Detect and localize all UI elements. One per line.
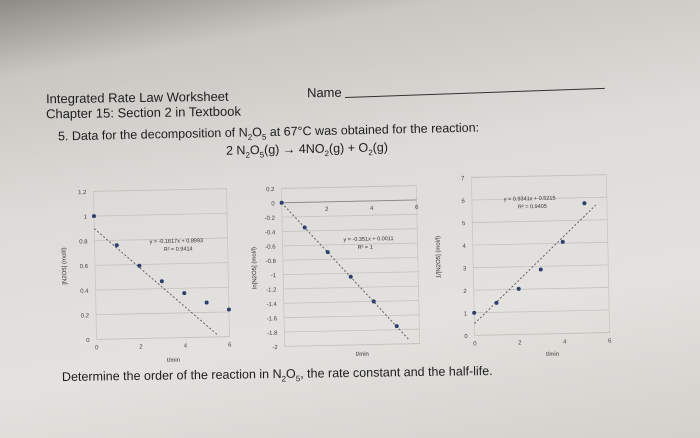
- gridline: [473, 242, 608, 245]
- y-tick-label: -1: [270, 273, 277, 280]
- y-tick-label: -2: [272, 345, 278, 352]
- y-tick-label: 1: [83, 214, 88, 221]
- sub-2: 2: [324, 149, 330, 159]
- y-tick-label: 0: [464, 334, 468, 341]
- y-tick-label: -1.6: [266, 316, 278, 323]
- y-tick-label: -1.4: [266, 301, 277, 309]
- x-tick-label: 6: [415, 204, 419, 211]
- worksheet-subtitle: Chapter 15: Section 2 in Textbook: [45, 103, 241, 122]
- question-a: Determine the order of the reaction in N: [61, 366, 282, 385]
- problem-text-c: at 67°C was obtained for the reaction:: [266, 120, 480, 140]
- y-tick-label: 4: [462, 243, 466, 250]
- y-tick-label: 1: [463, 311, 468, 318]
- sub-2: 2: [281, 374, 287, 384]
- y-tick-label: -0.6: [265, 244, 276, 251]
- y-tick-label: 0.4: [80, 288, 89, 295]
- question-c: , the rate constant and the half-life.: [300, 363, 493, 381]
- r-squared: R² = 0.9414: [163, 246, 193, 253]
- x-tick-label: 2: [518, 340, 522, 347]
- worksheet-title: Integrated Rate Law Worksheet: [45, 88, 229, 107]
- y-tick-label: -1.8: [266, 330, 278, 337]
- x-tick-label: 2: [325, 206, 329, 213]
- r-squared: R² = 1: [357, 244, 373, 251]
- x-tick-label: 6: [227, 342, 232, 349]
- x-tick-label: 4: [183, 343, 188, 350]
- x-tick-label: 0: [473, 341, 477, 348]
- x-tick-label: 2: [139, 344, 143, 351]
- trendline-equation: y = -0.351x + 0.0011: [343, 236, 394, 244]
- y-tick-label: -0.2: [264, 215, 276, 223]
- question-b: O: [285, 366, 296, 381]
- data-point: [517, 287, 521, 291]
- y-tick-label: 7: [460, 176, 465, 183]
- y-tick-label: 0.6: [79, 264, 89, 271]
- y-tick-label: 0: [271, 201, 275, 208]
- trendline-equation: y = 0.9341x + 0.5215: [503, 195, 556, 203]
- problem-number: 5.: [57, 129, 69, 144]
- trendline: [472, 205, 598, 324]
- y-tick-label: 5: [461, 221, 466, 228]
- sub-5: 5: [261, 132, 267, 142]
- y-tick-label: 0.2: [80, 313, 90, 320]
- gridline: [475, 333, 610, 336]
- trendline-equation: y = -0.1617x + 0.8993: [149, 238, 204, 246]
- y-tick-label: -0.4: [264, 230, 276, 237]
- x-tick-label: 6: [608, 338, 612, 345]
- gridline: [472, 220, 607, 223]
- reaction-d: (g) + O: [328, 140, 369, 156]
- reaction-b: O: [249, 142, 260, 158]
- y-tick-label: 6: [461, 198, 465, 205]
- sub-5: 5: [259, 150, 265, 160]
- sub-2: 2: [245, 150, 251, 160]
- chart-group: [434, 173, 612, 360]
- y-tick-label: 0: [86, 338, 90, 345]
- x-tick-label: 4: [370, 205, 374, 212]
- data-point: [472, 311, 476, 315]
- sub-2: 2: [368, 148, 373, 158]
- gridline: [474, 287, 609, 290]
- gridline: [474, 310, 609, 313]
- data-point: [494, 301, 498, 305]
- y-tick-label: 1.2: [78, 190, 87, 197]
- y-axis-title: [N2O5] (mol/l): [61, 247, 69, 285]
- reaction-a: 2 N: [225, 143, 246, 158]
- name-label: Name: [306, 84, 342, 101]
- r-squared: R² = 0.9405: [517, 203, 547, 211]
- sub-2: 2: [247, 132, 253, 142]
- data-point: [582, 201, 586, 205]
- data-point: [539, 267, 543, 271]
- x-tick-label: 4: [563, 339, 567, 346]
- reaction-c: (g) → 4NO: [263, 141, 325, 157]
- y-tick-label: -1.2: [266, 287, 277, 294]
- y-tick-label: 0.8: [79, 239, 88, 246]
- reaction-e: (g): [372, 140, 389, 155]
- y-axis-title: 1/[N2O5] (mol/l): [435, 235, 443, 279]
- gridline: [471, 175, 606, 178]
- y-tick-label: 3: [462, 266, 467, 273]
- problem-text-a: Data for the decomposition of N: [71, 125, 248, 144]
- y-tick-label: 2: [463, 288, 467, 295]
- y-axis-title: ln[N2O5] (mol/l): [251, 246, 259, 290]
- problem-text-b: O: [252, 125, 263, 140]
- x-tick-label: 0: [95, 345, 99, 352]
- sub-5: 5: [295, 374, 301, 384]
- y-tick-label: -0.8: [265, 258, 276, 266]
- gridline: [473, 265, 608, 268]
- x-axis-title: t/min: [355, 351, 369, 358]
- x-axis-title: t/min: [166, 357, 181, 364]
- y-tick-label: 0.2: [265, 187, 275, 194]
- x-axis-title: t/min: [546, 351, 560, 358]
